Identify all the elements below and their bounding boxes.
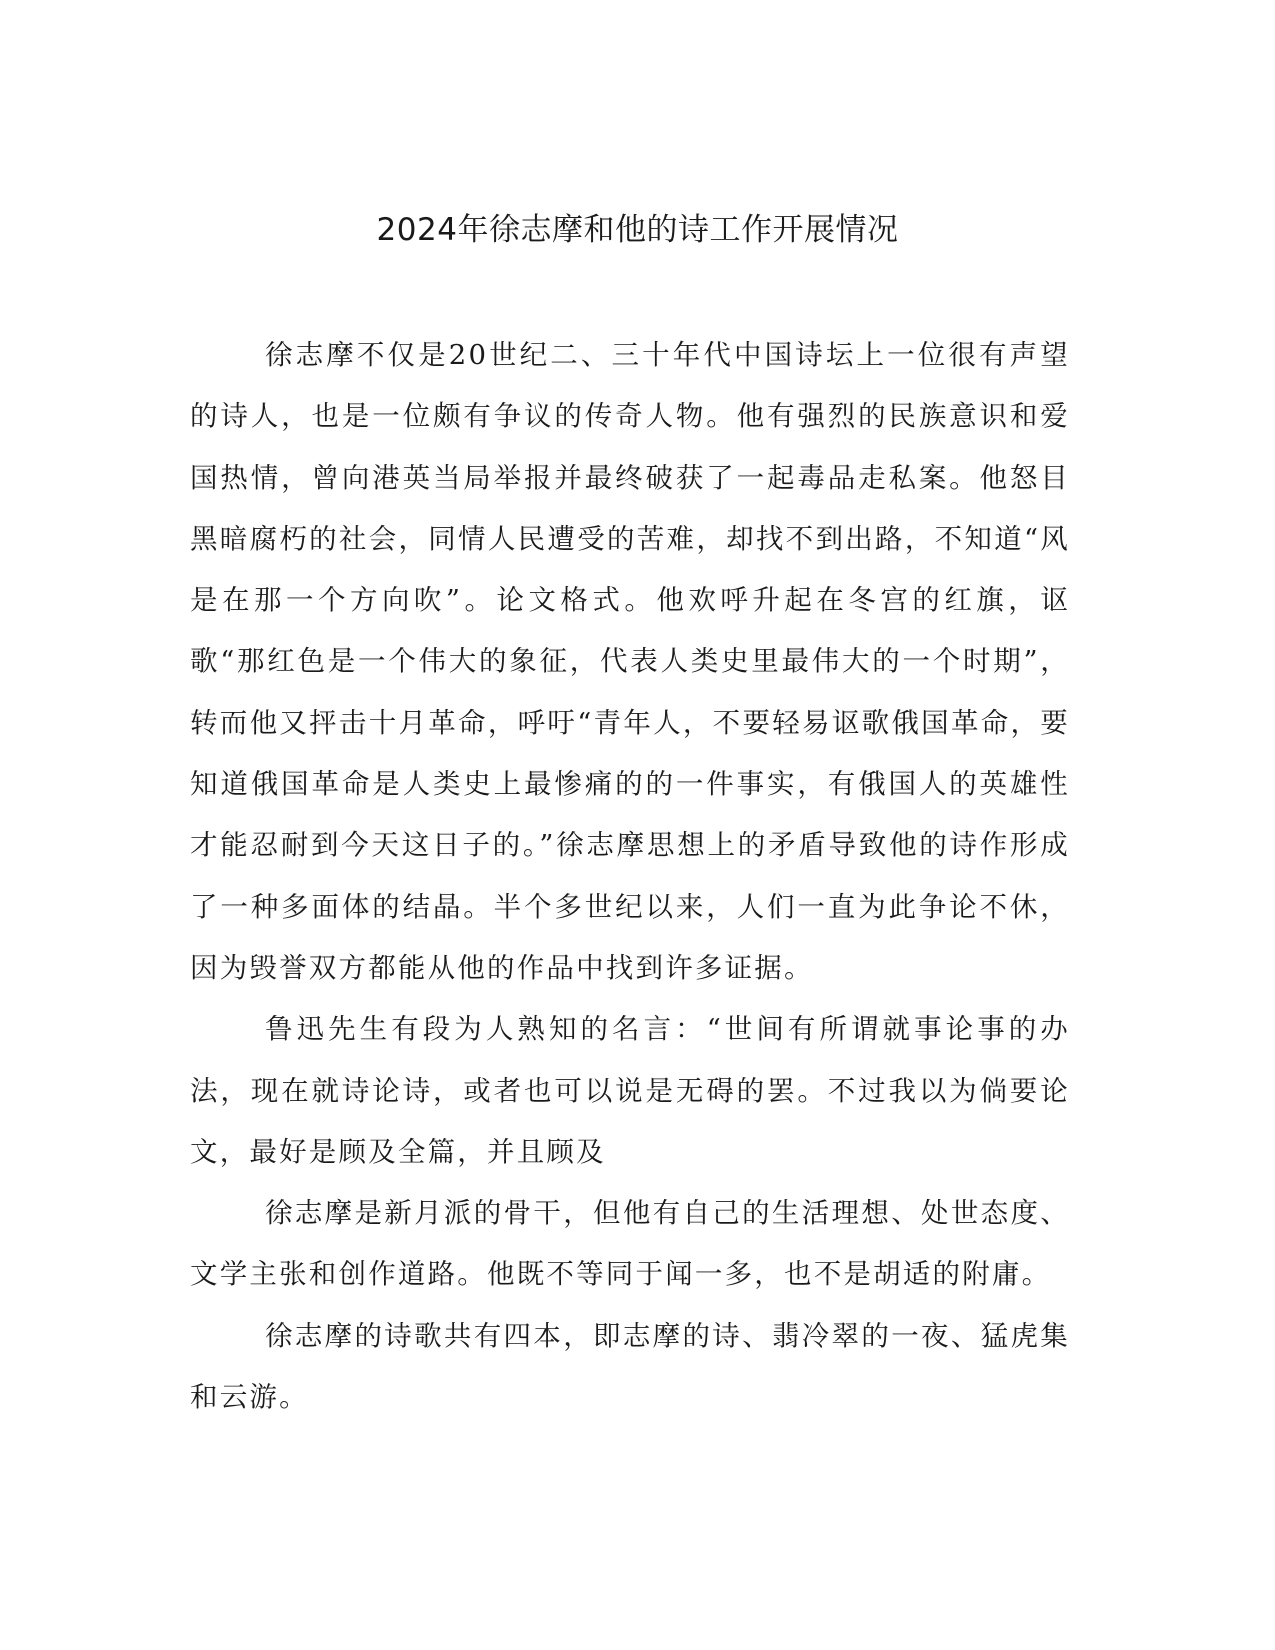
paragraph-2: 鲁迅先生有段为人熟知的名言：“世间有所谓就事论事的办法，现在就诗论诗，或者也可以说是无碍的罢。不过我以为倘要论文，最好是顾及全篇，并且顾及	[190, 1013, 1070, 1168]
document-body	[190, 325, 1070, 1428]
paragraph-4: 徐志摩的诗歌共有四本，即志摩的诗、翡冷翠的一夜、猛虎集和云游。	[190, 1319, 1070, 1414]
document-title: 2024年徐志摩和他的诗工作开展情况	[376, 212, 899, 248]
paragraph-3: 徐志摩是新月派的骨干，但他有自己的生活理想、处世态度、文学主张和创作道路。他既不等同于闻一多，也不是胡适的附庸。	[190, 1197, 1070, 1291]
paragraph-1: 徐志摩不仅是20世纪二、三十年代中国诗坛上一位很有声望的诗人，也是一位颇有争议的传奇人物。他有强烈的民族意识和爱国热情，曾向港英当局举报并最终破获了一起毒品走私案。他怒目黑暗腐朽的社会，同情人民遭受的苦难，却找不到出路，不知道“风是在那一个方向吹”。论文格式。他欢呼升起在冬宫的红旗，讴歌“那红色是一个伟大的象征，代表人类史里最伟大的一个时期”，转而他又抨击十月革命，呼吁“青年人，不要轻易讴歌俄国革命，要知道俄国革命是人类史上最惨痛的的一件事实，有俄国人的英雄性才能忍耐到今天这日子的。”徐志摩思想上的矛盾导致他的诗作形成了一种多面体的结晶。半个多世纪以来，人们一直为此争论不休，因为毁誉双方都能从他的作品中找到许多证据。	[190, 339, 1070, 984]
